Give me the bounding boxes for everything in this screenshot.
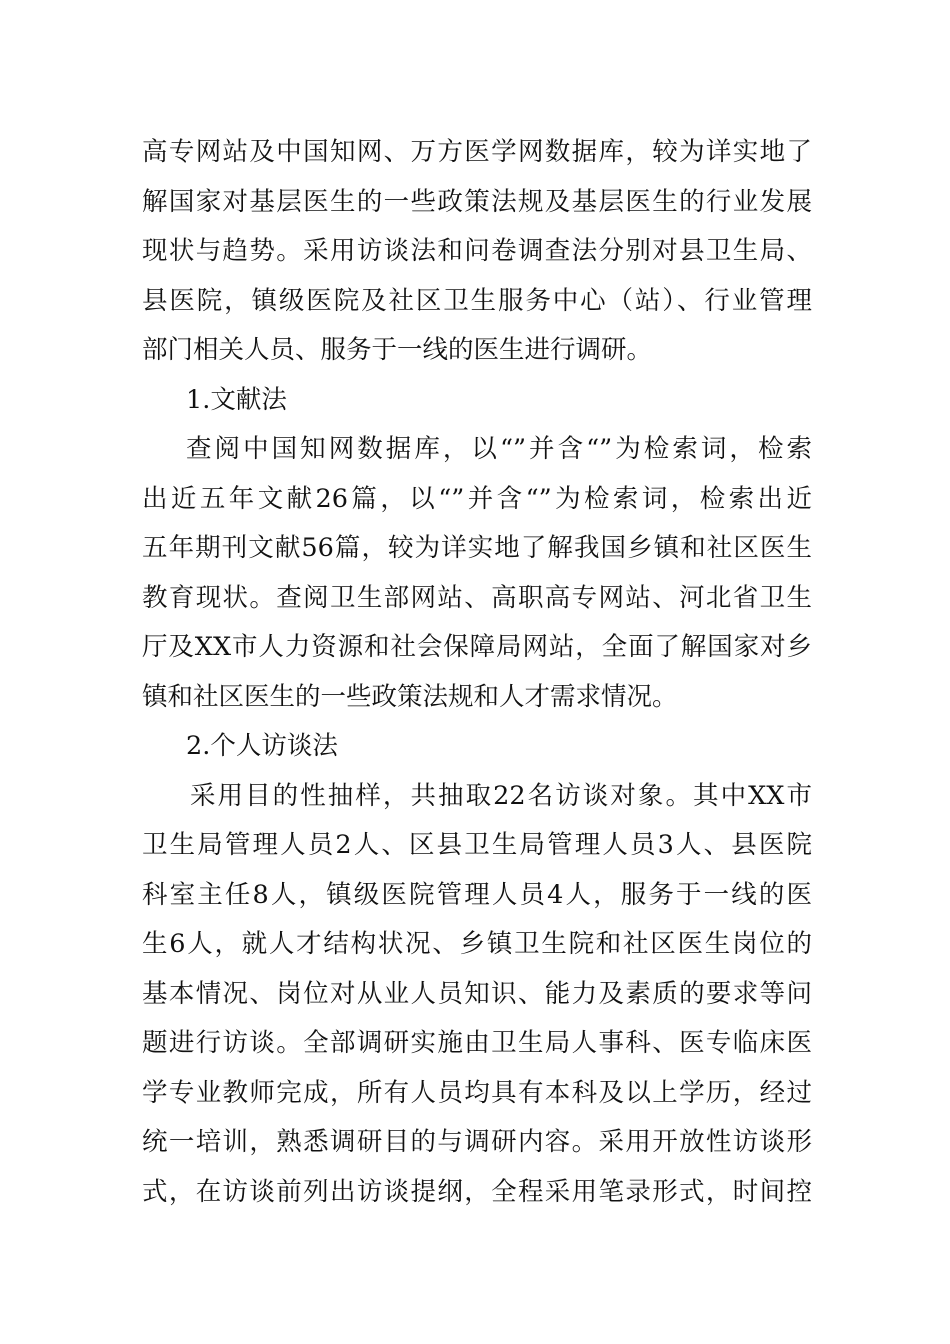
body-line: 解国家对基层医生的一些政策法规及基层医生的行业发展	[142, 186, 812, 217]
body-line: 学专业教师完成，所有人员均具有本科及以上学历，经过	[142, 1077, 812, 1108]
section-heading-literature-method: 1.文献法	[186, 384, 287, 415]
body-line: 查阅中国知网数据库，以“”并含“”为检索词，检索	[186, 434, 812, 464]
body-line: 教育现状。查阅卫生部网站、高职高专网站、河北省卫生	[142, 582, 812, 613]
body-line: 五年期刊文献56篇，较为详实地了解我国乡镇和社区医生	[142, 533, 812, 563]
document-body	[142, 128, 812, 1217]
body-line: 现状与趋势。采用访谈法和问卷调查法分别对县卫生局、	[142, 236, 812, 266]
body-line: 部门相关人员、服务于一线的医生进行调研。	[142, 335, 653, 365]
body-line: 卫生局管理人员2人、区县卫生局管理人员3人、县医院	[142, 830, 812, 860]
body-line: 出近五年文献26篇，以“”并含“”为检索词，检索出近	[142, 483, 812, 514]
body-line: 采用目的性抽样，共抽取22名访谈对象。其中XX市	[190, 780, 812, 811]
section-heading-interview-method: 2.个人访谈法	[186, 731, 338, 761]
body-line: 县医院，镇级医院及社区卫生服务中心（站）、行业管理	[142, 285, 812, 316]
body-line: 基本情况、岗位对从业人员知识、能力及素质的要求等问	[142, 978, 812, 1009]
body-line: 题进行访谈。全部调研实施由卫生局人事科、医专临床医	[142, 1028, 812, 1058]
body-line: 镇和社区医生的一些政策法规和人才需求情况。	[142, 681, 678, 712]
body-line: 式，在访谈前列出访谈提纲，全程采用笔录形式，时间控	[142, 1176, 812, 1207]
body-line: 生6人，就人才结构状况、乡镇卫生院和社区医生岗位的	[142, 929, 812, 959]
body-line: 统一培训，熟悉调研目的与调研内容。采用开放性访谈形	[142, 1127, 812, 1157]
body-line: 科室主任8人，镇级医院管理人员4人，服务于一线的医	[142, 879, 812, 910]
body-line: 高专网站及中国知网、万方医学网数据库，较为详实地了	[142, 137, 812, 167]
body-line: 厅及XX市人力资源和社会保障局网站，全面了解国家对乡	[142, 632, 812, 662]
